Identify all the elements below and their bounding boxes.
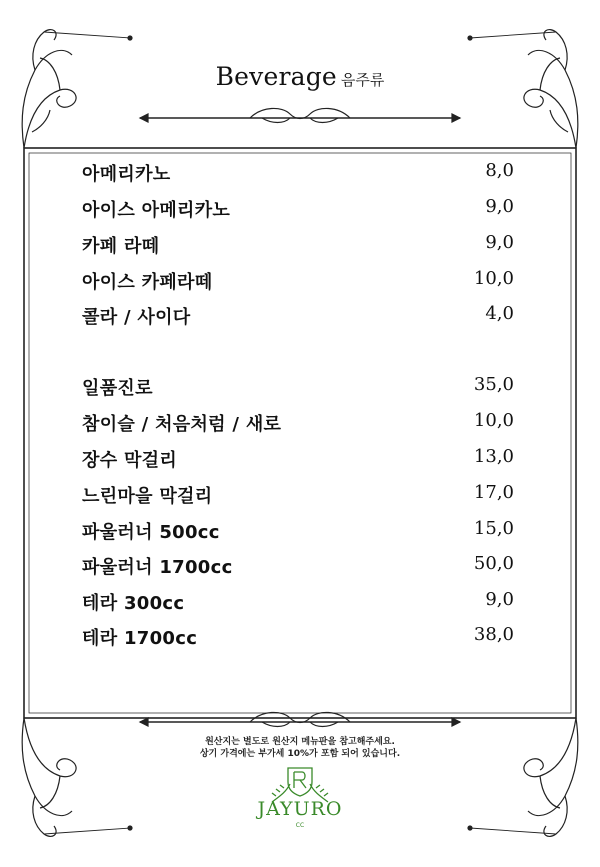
menu-item-price: 50,0	[473, 553, 514, 574]
title-text: Beverage	[215, 62, 337, 91]
menu-item-name: 장수 막걸리	[82, 450, 178, 471]
menu-item	[82, 589, 514, 617]
menu-item	[82, 553, 514, 581]
notice-line-1: 원산지는 별도로 원산지 메뉴판을 참고해주세요.	[205, 737, 395, 747]
title-subtitle: 음주류	[340, 71, 385, 89]
menu-item-name: 일품진로	[82, 378, 153, 399]
menu-item	[82, 410, 514, 438]
menu-item-price: 9,0	[485, 196, 514, 217]
menu-item-price: 13,0	[473, 446, 514, 467]
menu-item	[82, 268, 514, 296]
menu-item-price: 17,0	[473, 482, 514, 503]
menu-item	[82, 160, 514, 188]
menu-item-price: 35,0	[473, 374, 514, 395]
menu-item-name: 콜라 / 사이다	[82, 307, 191, 328]
logo-subtext: CC	[295, 822, 305, 829]
menu-item-name: 파울러너 1700cc	[82, 557, 233, 578]
origin-notice	[0, 736, 600, 760]
menu-item	[82, 374, 514, 402]
menu-item	[82, 482, 514, 510]
menu-item-price: 9,0	[485, 232, 514, 253]
menu-item	[82, 303, 514, 331]
menu-item	[82, 232, 514, 260]
menu-item-name: 참이슬 / 처음처럼 / 새로	[82, 414, 282, 435]
menu-item-price: 38,0	[473, 624, 514, 645]
logo-text: JAYURO	[257, 798, 343, 820]
menu-item-name: 아메리카노	[82, 164, 171, 185]
menu-item-price: 9,0	[485, 589, 514, 610]
menu-item-name: 테라 300cc	[82, 593, 185, 614]
notice-line-2: 상기 가격에는 부가세 10%가 포함 되어 있습니다.	[199, 749, 401, 759]
menu-item-name: 아이스 카페라떼	[82, 272, 213, 293]
menu-item	[82, 624, 514, 652]
menu-item-name: 테라 1700cc	[82, 628, 198, 649]
menu-item-name: 파울러너 500cc	[82, 522, 220, 543]
page-title	[0, 62, 600, 91]
menu-item-price: 15,0	[473, 518, 514, 539]
menu-item-price: 10,0	[473, 410, 514, 431]
menu-item	[82, 196, 514, 224]
menu-item	[82, 518, 514, 546]
menu-item-name: 아이스 아메리카노	[82, 200, 231, 221]
menu-item-name: 카페 라떼	[82, 236, 160, 257]
menu-item-price: 8,0	[485, 160, 514, 181]
menu-item	[82, 446, 514, 474]
menu-item-price: 4,0	[485, 303, 514, 324]
menu-item-name: 느린마을 막걸리	[82, 486, 213, 507]
menu-item-price: 10,0	[473, 268, 514, 289]
